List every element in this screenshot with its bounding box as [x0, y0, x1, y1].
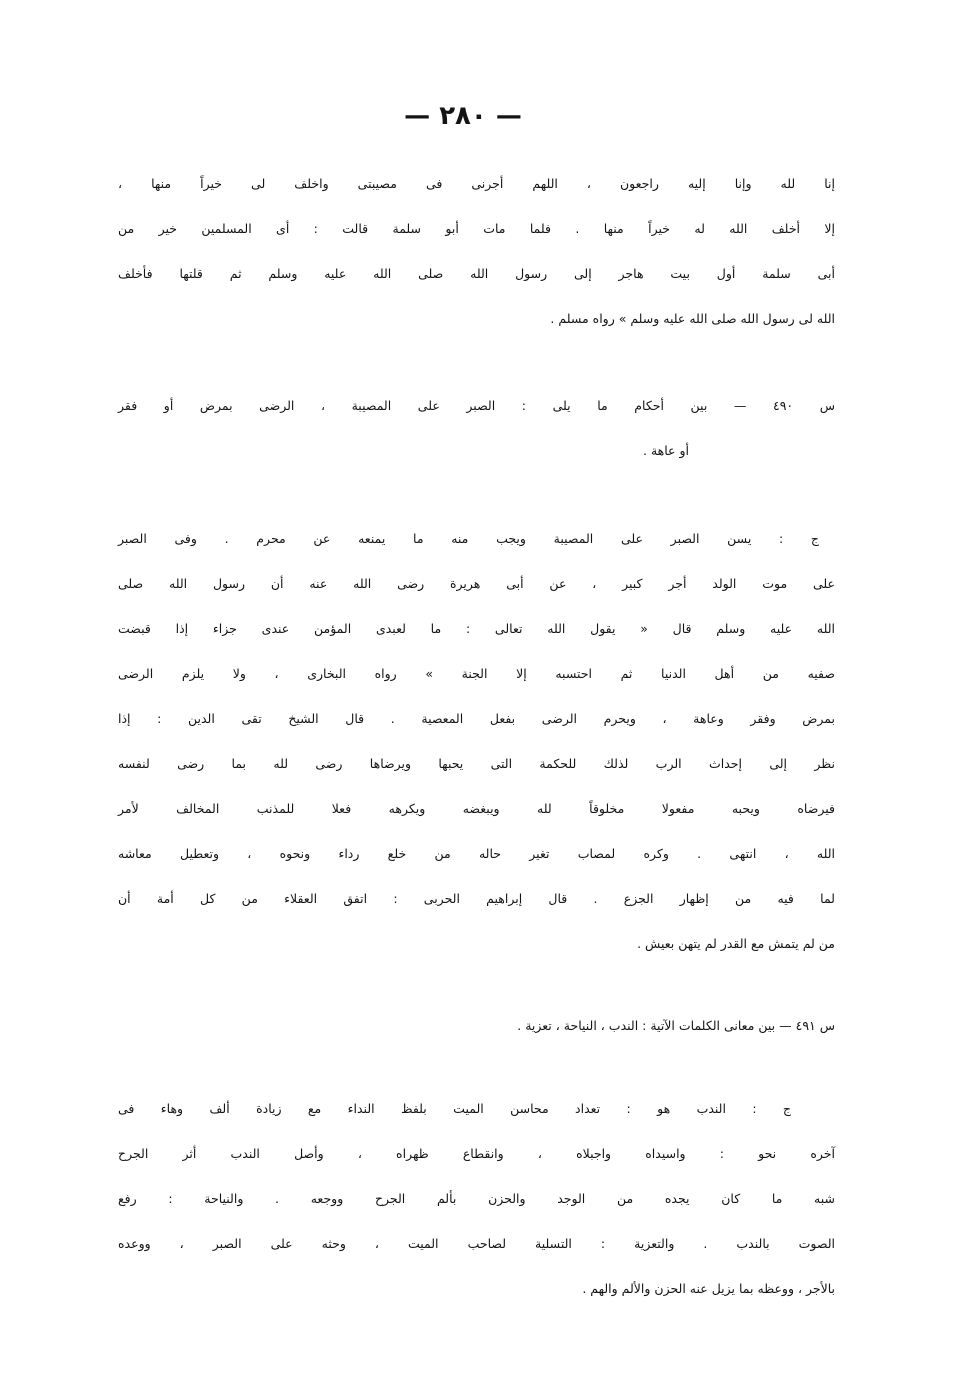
answer-line	[118, 1176, 835, 1221]
question-491	[118, 1003, 835, 1048]
line-text: أو عاهة .	[643, 443, 689, 458]
answer-line	[118, 696, 835, 741]
line-text: شبه ما كان يجده من الوجد والحزن بألم الجرح ووجعه . والنياحة : رفع	[118, 1191, 835, 1206]
line-text: إنا لله وإنا إليه راجعون ، اللهم أجرنى فى مصيبتى واخلف لى خيراً منها ،	[118, 176, 835, 191]
line-text: على موت الولد أجر كبير ، عن أبى هريرة رضى الله عنه أن رسول الله صلى	[118, 576, 835, 591]
page-number: — ٢٨٠ —	[404, 101, 522, 131]
line-text: الله ، انتهى . وكره لمصاب تغير حاله من خلع رداء ونحوه ، وتعطيل معاشه	[118, 846, 835, 861]
line-text: الله لى رسول الله صلى الله عليه وسلم » رواه مسلم .	[550, 311, 835, 326]
answer-line	[118, 921, 835, 966]
text-line	[118, 206, 835, 251]
answer-line	[118, 1086, 835, 1131]
line-text: آخره نحو : واسيداه واجبلاه ، وانقطاع ظهراه ، وأصل الندب أثر الجرح	[118, 1146, 835, 1161]
line-text: الله عليه وسلم قال « يقول الله تعالى : ما لعبدى المؤمن عندى جزاء إذا قبضت	[118, 621, 835, 636]
answer-491	[118, 1086, 835, 1311]
answer-line	[118, 516, 835, 561]
line-text: الصوت بالندب . والتعزية : التسلية لصاحب الميت ، وحثه على الصبر ، ووعده	[118, 1236, 835, 1251]
answer-line	[118, 831, 835, 876]
answer-line	[118, 1131, 835, 1176]
text-line	[118, 161, 835, 206]
continuation-paragraph	[118, 161, 835, 341]
line-text: ج : يسن الصبر على المصيبة ويجب منه ما يمنعه عن محرم . وفى الصبر	[118, 531, 819, 546]
line-text: نظر إلى إحداث الرب لذلك للحكمة التى يحبها ويرضاها رضى لله بما رضى لنفسه	[118, 756, 835, 771]
question-line	[118, 1003, 835, 1048]
answer-line	[118, 741, 835, 786]
text-line	[118, 251, 835, 296]
answer-line	[118, 606, 835, 651]
answer-line	[118, 651, 835, 696]
answer-line	[118, 561, 835, 606]
answer-line	[118, 876, 835, 921]
line-text: من لم يتمش مع القدر لم يتهن بعيش .	[637, 936, 835, 951]
text-line	[118, 296, 835, 341]
line-text: إلا أخلف الله له خيراً منها . فلما مات أبو سلمة قالت : أى المسلمين خير من	[118, 221, 835, 236]
answer-line	[118, 1221, 835, 1266]
line-text: فيرضاه ويحبه مفعولا مخلوقاً لله ويبغضه ويكرهه فعلا للمذنب المخالف لأمر	[118, 801, 835, 816]
line-text: بالأجر ، ووعظه بما يزيل عنه الحزن والألم والهم .	[582, 1281, 835, 1296]
line-text: ج : الندب هو : تعداد محاسن الميت بلفظ النداء مع زيادة ألف وهاء فى	[118, 1101, 791, 1116]
answer-line	[118, 1266, 835, 1311]
question-line	[118, 428, 835, 473]
question-490	[118, 383, 835, 473]
line-text: لما فيه من إظهار الجزع . قال إبراهيم الحربى : اتفق العقلاء من كل أمة أن	[118, 891, 835, 906]
answer-490	[118, 516, 835, 966]
line-text: س ٤٩١ — بين معانى الكلمات الآتية : الندب ، النياحة ، تعزية .	[517, 1018, 835, 1033]
line-text: بمرض وفقر وعاهة ، ويحرم الرضى بفعل المعصية . قال الشيخ تقى الدين : إذا	[118, 711, 835, 726]
line-text: صفيه من أهل الدنيا ثم احتسبه إلا الجنة » رواه البخارى ، ولا يلزم الرضى	[118, 666, 835, 681]
answer-line	[118, 786, 835, 831]
line-text: أبى سلمة أول بيت هاجر إلى رسول الله صلى الله عليه وسلم ثم قلتها فأخلف	[118, 266, 835, 281]
question-line	[118, 383, 835, 428]
line-text: س ٤٩٠ — بين أحكام ما يلى : الصبر على المصيبة ، الرضى بمرض أو فقر	[118, 398, 835, 413]
